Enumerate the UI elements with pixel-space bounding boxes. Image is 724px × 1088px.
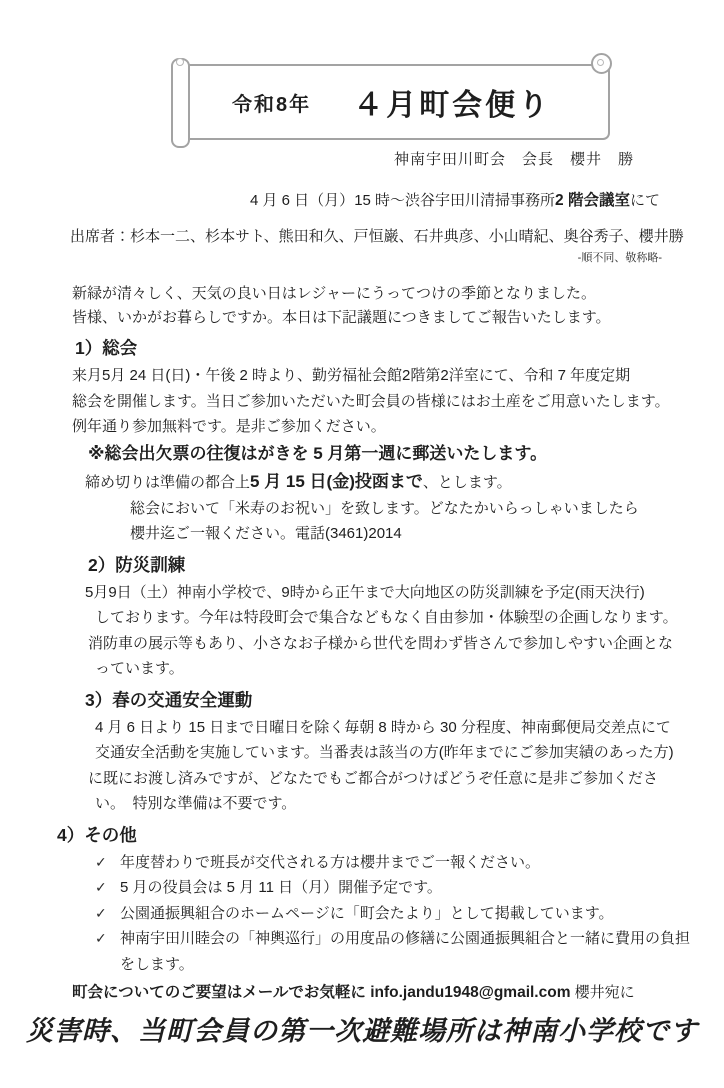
intro-line: 新緑が清々しく、天気の良い日はレジャーにうってつけの季節となりました。 [72,285,597,302]
checklist-item-text: 神南宇田川睦会の「神輿巡行」の用度品の修繕に公園通振興組合と一緒に費用の負担 [120,930,691,947]
meeting-pre: 4 月 6 日（月）15 時～渋谷宇田川清掃事務所 [250,192,556,209]
meeting-info-line [0,188,660,210]
title-banner [178,64,610,140]
contact-line [72,981,724,1005]
check-icon: ✓ [95,930,107,946]
section1-deadline-line [85,468,724,496]
attendees-note: -順不同、敬称略- [577,252,662,264]
emergency-shelter-line: 災害時、当町会員の第一次避難場所は神南小学校です [26,1016,698,1047]
section1-postal-notice: ※総会出欠票の往復はがきを 5 月第一週に郵送いたします。 [88,443,548,463]
section1-heading: 1）総会 [75,338,138,358]
section3-body-line: い。 特別な準備は不要です。 [95,795,297,812]
section2-body-line: 5月9日（土）神南小学校で、9時から正午まで大向地区の防災訓練を予定(雨天決行) [85,583,645,601]
banner-era: 令和8年 [232,93,312,116]
section3-body-line: 4 月 6 日より 15 日まで日曜日を除く毎朝 8 時から 30 分程度、神南郵便局交差点にて [95,718,671,736]
check-icon: ✓ [95,853,107,870]
checklist-item [95,850,724,876]
contact-email-bold: 町会についてのご要望はメールでお気軽に info.jandu1948@gmail.com [72,984,571,1001]
check-icon: ✓ [95,879,107,895]
section4-heading: 4）その他 [57,824,137,845]
intro-line: 皆様、いかがお暮らしですか。本日は下記議題につきましてご報告いたします。 [72,309,611,326]
section1-celebration-line: 櫻井迄ご一報ください。電話(3461)2014 [130,525,402,542]
intro-paragraph [0,282,724,330]
deadline-post: 、とします。 [422,473,512,491]
deadline-bold: 5 月 15 日(金)投函まで [250,471,423,491]
scroll-left-roll-icon [171,58,190,148]
checklist-item-text: 5 月の役員会は 5 月 11 日（月）開催予定です。 [120,879,442,896]
page-title: ４月町会便り [353,89,552,122]
check-icon: ✓ [95,904,107,921]
meeting-post: にて [629,192,660,209]
checklist-item-text: 公園通振興組合のホームページに「町会たより」として掲載しています。 [120,904,614,922]
deadline-pre: 締め切りは準備の都合上 [85,473,251,491]
checklist-item [95,926,724,977]
section2-body-line: っています。 [95,660,184,677]
section1-celebration-line: 総会において「米寿のお祝い」を致します。どなたかいらっしゃいましたら [130,499,639,517]
section2-heading: 2）防災訓練 [88,554,186,575]
scroll-right-curl-icon [591,53,612,74]
section1-body-line: 例年通り参加無料です。是非ご参加ください。 [72,418,386,435]
contact-post: 櫻井宛に [570,984,635,1001]
section3-body-line: 交通安全活動を実施しています。当番表は該当の方(昨年までにご参加実績のあった方) [95,744,674,761]
newsletter-page [0,64,724,1088]
checklist-item [95,901,724,927]
checklist-item-text: 年度替わりで班長が交代される方は櫻井までご一報ください。 [120,853,541,871]
section3-body-line: に既にお渡し済みですが、どなたでもご都合がつけばどうぞ任意に是非ご参加くださ [88,769,659,787]
author-line: 神南宇田川町会 会長 櫻井 勝 [393,151,634,168]
section2-body-line: 消防車の展示等もあり、小さなお子様から世代を問わず皆さんで参加しやすい企画とな [88,634,674,652]
meeting-room-bold: 2 階会議室 [555,192,630,209]
checklist-item-text-continued: をします。 [120,955,194,973]
attendees-line: 出席者：杉本一二、杉本サト、熊田和久、戸恒巌、石井典彦、小山晴紀、奥谷秀子、櫻井勝 [70,228,684,245]
section1-body-line: 総会を開催します。当日ご参加いただいた町会員の皆様にはお土産をご用意いたします。 [72,392,670,410]
checklist-item [95,875,724,901]
section3-heading: 3）春の交通安全運動 [85,689,253,710]
section2-body-line: しております。今年は特段町会で集合などもなく自由参加・体験型の企画しなります。 [95,609,678,626]
section1-body-line: 来月5月 24 日(日)・午後 2 時より、勤労福祉会館2階第2洋室にて、令和 7 年度定期 [72,367,631,384]
